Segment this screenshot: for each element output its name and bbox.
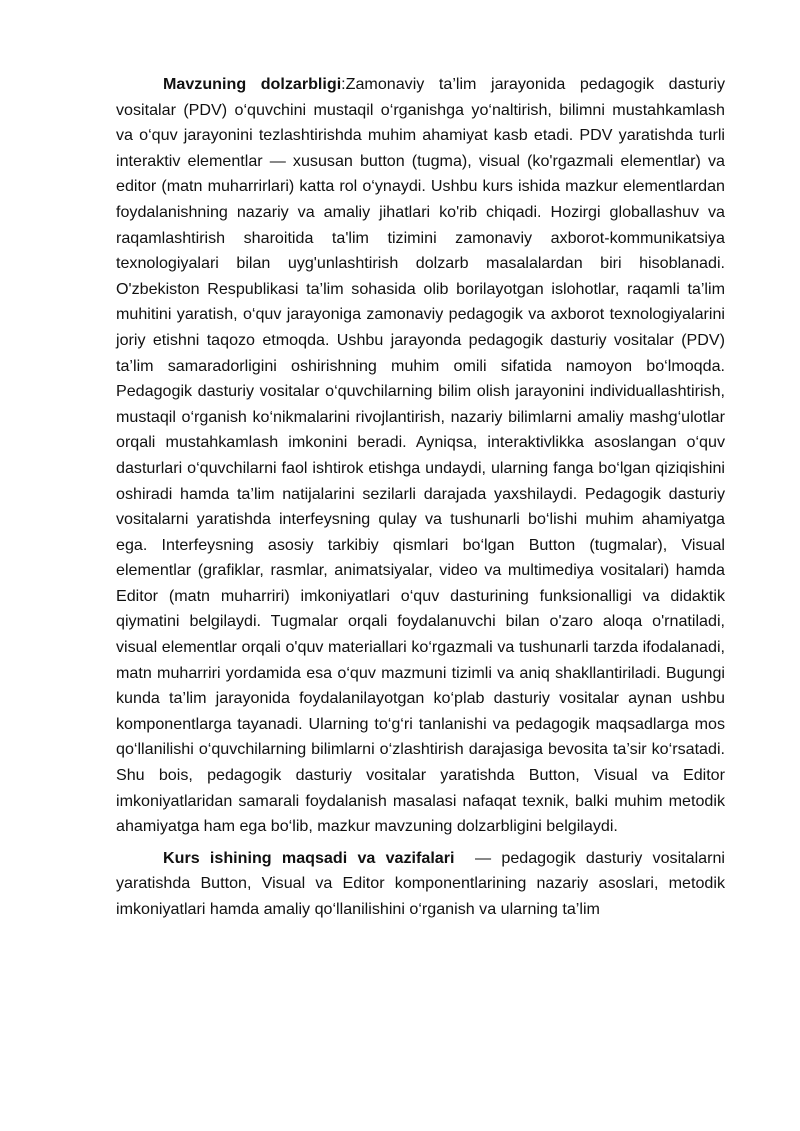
relevance-heading: Mavzuning dolzarbligi — [163, 75, 342, 93]
goals-paragraph — [116, 846, 730, 923]
relevance-body: :Zamonaviy ta’lim jarayonida pedagogik dasturiy vositalar (PDV) o‘quvchini mustaqil o‘rganishga yo‘naltirish, bilimni mustahkamlash va o‘quv jarayonini tezlashtirishda muhim ahamiyat kasb etadi. PDV yaratishda turli interaktiv elementlar — xususan button (tugma), visual (ko'rgazmali elementlar) va editor (matn muharrirlari) katta rol o‘ynaydi. Ushbu kurs ishida mazkur elementlardan foydalanishning nazariy va amaliy jihatlari ko'rib chiqadi. Hozirgi globallashuv va raqamlashtirish sharoitida ta'lim tizimini zamonaviy axborot-kommunikatsiya texnologiyalari bilan uyg'unlashtirish dolzarb masalalardan biri hisoblanadi. O'zbekiston Respublikasi ta’lim sohasida olib borilayotgan islohotlar, raqamli ta’lim muhitini yaratish, o‘quv jarayoniga zamonaviy pedagogik va axborot texnologiyalarini joriy etishni taqozo etmoqda. Ushbu jarayonda pedagogik dasturiy vositalar (PDV) ta’lim samaradorligini oshirishning muhim omili sifatida namoyon bo‘lmoqda. Pedagogik dasturiy vositalar o‘quvchilarning bilim olish jarayonini individuallashtirish, mustaqil o‘rganish ko‘nikmalarini rivojlantirish, nazariy bilimlarni amaliy mashg‘ulotlar orqali mustahkamlash imkonini beradi. Ayniqsa, interaktivlikka asoslangan o‘quv dasturlari o‘quvchilarni faol ishtirok etishga undaydi, ularning fanga bo‘lgan qiziqishini oshiradi hamda ta’lim natijalarini sezilarli darajada yaxshilaydi. Pedagogik dasturiy vositalarni yaratishda interfeysning qulay va tushunarli bo‘lishi muhim ahamiyatga ega. Interfeysning asosiy tarkibiy qismlari bo‘lgan Button (tugmalar), Visual elementlar (grafiklar, rasmlar, animatsiyalar, video va multimediya vositalari) hamda Editor (matn muharriri) imkoniyatlari o‘quv dasturining funksionalligi va didaktik qiymatini belgilaydi. Tugmalar orqali foydalanuvchi bilan o'zaro aloqa o'rnatiladi, visual elementlar orqali o'quv materiallari ko‘rgazmali va tushunarli tarzda ifodalanadi, matn muharriri yordamida esa o‘quv mazmuni tizimli va aniq shakllantiriladi. Bugungi kunda ta’lim jarayonida foydalanilayotgan ko‘plab dasturiy vositalar aynan ushbu komponentlarga tayanadi. Ularning to‘g‘ri tanlanishi va pedagogik maqsadlarga mos qo‘llanilishi o‘quvchilarning bilimlarni o‘zlashtirish darajasiga bevosita ta’sir ko‘rsatadi. Shu bois, pedagogik dasturiy vositalar yaratishda Button, Visual va Editor imkoniyatlaridan samarali foydalanish masalasi nafaqat texnik, balki muhim metodik ahamiyatga ham ega bo‘lib, mazkur mavzuning dolzarbligini belgilaydi. — [116, 75, 725, 836]
document-page — [116, 72, 730, 923]
relevance-paragraph — [116, 72, 725, 840]
goals-body: — pedagogik dasturiy vositalarni yaratishda Button, Visual va Editor komponentlarining nazariy asoslari, metodik imkoniyatlari hamda amaliy qo‘llanilishini o‘rganish va ularning ta’lim — [116, 848, 730, 918]
goals-heading: Kurs ishining maqsadi va vazifalari — [163, 848, 455, 867]
